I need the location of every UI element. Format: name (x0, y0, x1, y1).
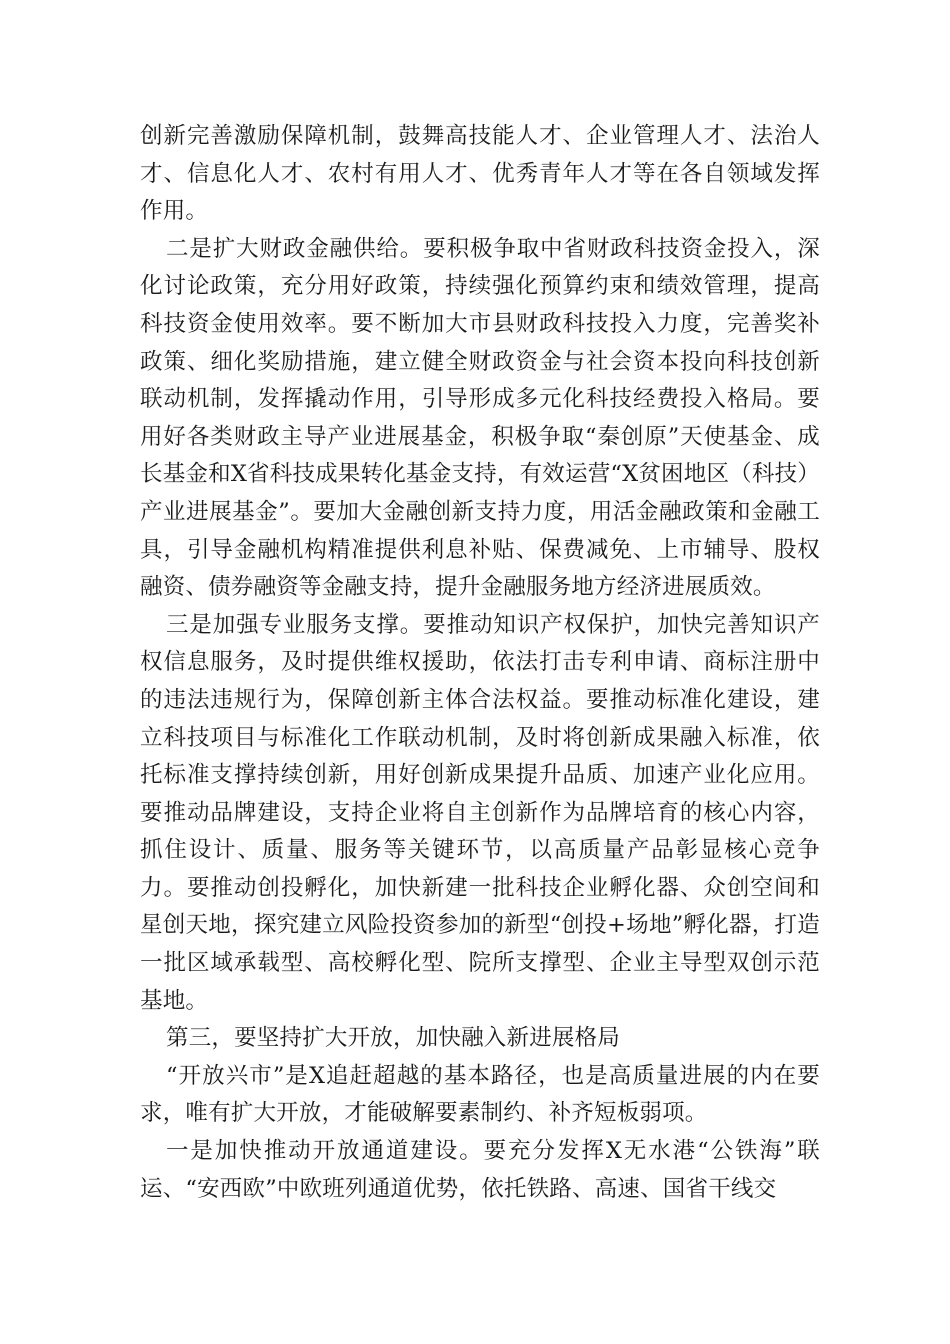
paragraph-professional-services: 三是加强专业服务支撑。要推动知识产权保护，加快完善知识产权信息服务，及时提供维权援助，依法打击专利申请、商标注册中的违法违规行为，保障创新主体合法权益。要推动标准化建设，建立科技项目与标准化工作联动机制，及时将创新成果融入标准，依托标准支撑持续创新，用好创新成果提升品质、加速产业化应用。要推动品牌建设，支持企业将自主创新作为品牌培育的核心内容，抓住设计、质量、服务等关键环节，以高质量产品彰显核心竞争力。要推动创投孵化，加快新建一批科技企业孵化器、众创空间和星创天地，探究建立风险投资参加的新型“创投+场地”孵化器，打造一批区域承载型、高校孵化型、院所支撑型、企业主导型双创示范基地。 (140, 611, 820, 1014)
paragraph-open-channels: 一是加快推动开放通道建设。要充分发挥X无水港“公铁海”联运、“安西欧”中欧班列通道优势，依托铁路、高速、国省干线交 (140, 1138, 820, 1202)
paragraph-talent-incentive: 创新完善激励保障机制，鼓舞高技能人才、企业管理人才、法治人才、信息化人才、农村有用人才、优秀青年人才等在各自领域发挥作用。 (140, 123, 820, 225)
section-heading-opening-up: 第三，要坚持扩大开放，加快融入新进展格局 (166, 1025, 621, 1052)
paragraph-opening-intro: “开放兴市”是X追赶超越的基本路径，也是高质量进展的内在要求，唯有扩大开放，才能破解要素制约、补齐短板弱项。 (140, 1062, 820, 1127)
document-body (140, 118, 820, 1208)
paragraph-finance-supply: 二是扩大财政金融供给。要积极争取中省财政科技资金投入，深化讨论政策，充分用好政策，持续强化预算约束和绩效管理，提高科技资金使用效率。要不断加大市县财政科技投入力度，完善奖补政策、细化奖励措施，建立健全财政资金与社会资本投向科技创新联动机制，发挥撬动作用，引导形成多元化科技经费投入格局。要用好各类财政主导产业进展基金，积极争取“秦创原”天使基金、成长基金和X省科技成果转化基金支持，有效运营“X贫困地区（科技）产业进展基金”。要加大金融创新支持力度，用活金融政策和金融工具，引导金融机构精准提供利息补贴、保费减免、上市辅导、股权融资、债券融资等金融支持，提升金融服务地方经济进展质效。 (140, 235, 820, 601)
